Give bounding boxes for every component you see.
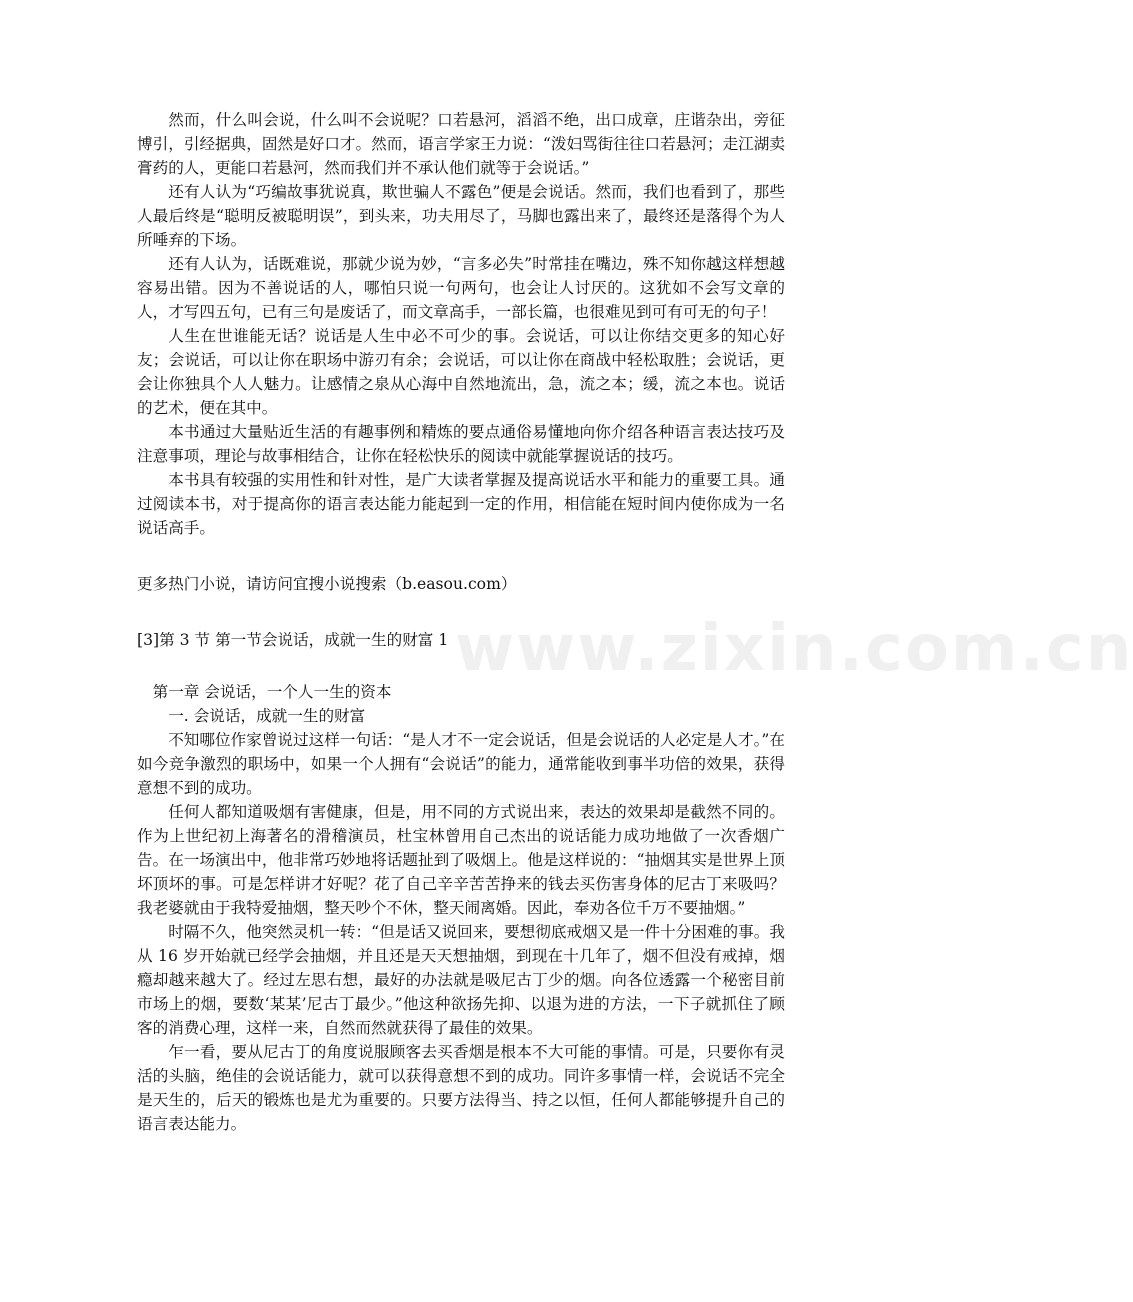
body-paragraph: 任何人都知道吸烟有害健康，但是，用不同的方式说出来，表达的效果却是截然不同的。作为上世纪初上海著名的滑稽演员，杜宝林曾用自己杰出的说话能力成功地做了一次香烟广告。在一场演出中，他非常巧妙地将话题扯到了吸烟上。他是这样说的：“抽烟其实是世界上顶坏顶坏的事。可是怎样讲才好呢？花了自己辛辛苦苦挣来的钱去买伤害身体的尼古丁来吸吗？我老婆就由于我特爱抽烟，整天吵个不休，整天闹离婚。因此，奉劝各位千万不要抽烟。” <box>137 803 785 917</box>
intro-paragraph: 还有人认为，话既难说，那就少说为妙，“言多必失”时常挂在嘴边，殊不知你越这样想越容易出错。因为不善说话的人，哪怕只说一句两句，也会让人讨厌的。这犹如不会写文章的人，才写四五句，已有三句是废话了，而文章高手，一部长篇，也很难见到可有可无的句子！ <box>137 255 785 321</box>
document-page <box>137 108 785 1136</box>
body-paragraph: 乍一看，要从尼古丁的角度说服顾客去买香烟是根本不大可能的事情。可是，只要你有灵活的头脑，绝佳的会说话能力，就可以获得意想不到的成功。同许多事情一样，会说话不完全是天生的，后天的锻炼也是尤为重要的。只要方法得当、持之以恒，任何人都能够提升自己的语言表达能力。 <box>137 1043 785 1133</box>
intro-paragraph: 人生在世谁能无话？说话是人生中必不可少的事。会说话，可以让你结交更多的知心好友；会说话，可以让你在职场中游刃有余；会说话，可以让你在商战中轻松取胜；会说话，更会让你独具个人人魅力。让感情之泉从心海中自然地流出，急，流之本；缓，流之本也。说话的艺术，便在其中。 <box>137 327 785 417</box>
body-paragraph: 时隔不久，他突然灵机一转：“但是话又说回来，要想彻底戒烟又是一件十分困难的事。我从 16 岁开始就已经学会抽烟，并且还是天天想抽烟，到现在十几年了，烟不但没有戒掉，烟瘾却越来越大了。经过左思右想，最好的办法就是吸尼古丁少的烟。向各位透露一个秘密目前市场上的烟，要数‘某某’尼古丁最少。”他这种欲扬先抑、以退为进的方法，一下子就抓住了顾客的消费心理，这样一来，自然而然就获得了最佳的效果。 <box>137 923 785 1037</box>
body-paragraph: 不知哪位作家曾说过这样一句话：“是人才不一定会说话，但是会说话的人必定是人才。”在如今竞争激烈的职场中，如果一个人拥有“会说话”的能力，通常能收到事半功倍的效果，获得意想不到的成功。 <box>137 731 785 797</box>
intro-paragraph: 然而，什么叫会说，什么叫不会说呢？口若悬河，滔滔不绝，出口成章，庄谐杂出，旁征博引，引经据典，固然是好口才。然而，语言学家王力说：“泼妇骂街往往口若悬河；走江湖卖膏药的人，更能口若悬河，然而我们并不承认他们就等于会说话。” <box>137 111 785 177</box>
intro-paragraph: 本书通过大量贴近生活的有趣事例和精炼的要点通俗易懂地向你介绍各种语言表达技巧及注意事项，理论与故事相结合，让你在轻松快乐的阅读中就能掌握说话的技巧。 <box>137 423 785 465</box>
chapter-title: 第一章 会说话，一个人一生的资本 <box>152 683 392 701</box>
intro-paragraph: 还有人认为“巧编故事犹说真，欺世骗人不露色”便是会说话。然而，我们也看到了，那些人最后终是“聪明反被聪明误”，到头来，功夫用尽了，马脚也露出来了，最终还是落得个为人所唾弃的下场。 <box>137 183 785 249</box>
intro-paragraph: 本书具有较强的实用性和针对性，是广大读者掌握及提高说话水平和能力的重要工具。通过阅读本书，对于提高你的语言表达能力能起到一定的作用，相信能在短时间内使你成为一名说话高手。 <box>137 471 785 537</box>
watermark: www.zixin.com.cn <box>455 612 1133 686</box>
subsection-title: 一. 会说话，成就一生的财富 <box>168 707 366 725</box>
promo-line: 更多热门小说，请访问宜搜小说搜索（b.easou.com） <box>137 575 517 593</box>
section-title: [3]第 3 节 第一节会说话，成就一生的财富 1 <box>137 631 449 649</box>
